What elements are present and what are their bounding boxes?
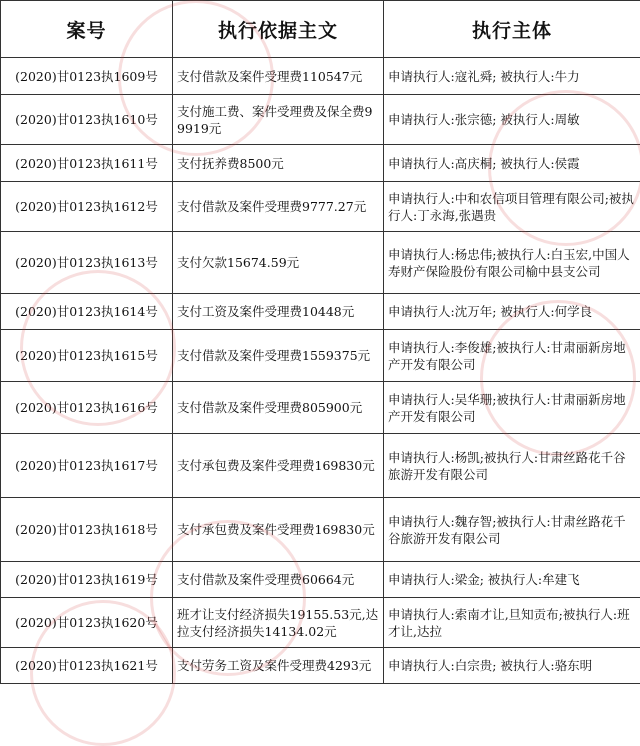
- basis-cell: 支付借款及案件受理费9777.27元: [173, 182, 384, 232]
- table-row: [1, 294, 640, 330]
- basis-cell: 支付抚养费8500元: [173, 145, 384, 182]
- party-cell: 申请执行人:魏存智;被执行人:甘肃丝路花千谷旅游开发有限公司: [384, 498, 640, 562]
- basis-cell: 支付欠款15674.59元: [173, 232, 384, 294]
- table-row: [1, 562, 640, 598]
- basis-cell: 支付承包费及案件受理费169830元: [173, 498, 384, 562]
- case-number-cell: (2020)甘0123执1611号: [1, 145, 173, 182]
- party-cell: 申请执行人:白宗贵; 被执行人:骆东明: [384, 648, 640, 684]
- party-cell: 申请执行人:杨忠伟;被执行人:白玉宏,中国人寿财产保险股份有限公司榆中县支公司: [384, 232, 640, 294]
- basis-cell: 支付工资及案件受理费10448元: [173, 294, 384, 330]
- table-row: [1, 434, 640, 498]
- case-number-cell: (2020)甘0123执1610号: [1, 95, 173, 145]
- case-number-cell: (2020)甘0123执1616号: [1, 382, 173, 434]
- header-parties: 执行主体: [384, 1, 640, 58]
- header-case-number: 案号: [1, 1, 173, 58]
- basis-cell: 支付借款及案件受理费1559375元: [173, 330, 384, 382]
- basis-cell: 支付承包费及案件受理费169830元: [173, 434, 384, 498]
- party-cell: 申请执行人:李俊雄;被执行人:甘肃丽新房地产开发有限公司: [384, 330, 640, 382]
- party-cell: 申请执行人:高庆桐; 被执行人:侯霞: [384, 145, 640, 182]
- table-row: [1, 182, 640, 232]
- basis-cell: 支付借款及案件受理费805900元: [173, 382, 384, 434]
- basis-cell: 支付劳务工资及案件受理费4293元: [173, 648, 384, 684]
- case-number-cell: (2020)甘0123执1620号: [1, 598, 173, 648]
- party-cell: 申请执行人:中和农信项目管理有限公司;被执行人:丁永海,张遇贵: [384, 182, 640, 232]
- basis-cell: 支付施工费、案件受理费及保全费99919元: [173, 95, 384, 145]
- table-row: [1, 598, 640, 648]
- case-number-cell: (2020)甘0123执1612号: [1, 182, 173, 232]
- table-row: [1, 145, 640, 182]
- case-number-cell: (2020)甘0123执1613号: [1, 232, 173, 294]
- party-cell: 申请执行人:索南才让,旦知贡布;被执行人:班才让,达拉: [384, 598, 640, 648]
- case-number-cell: (2020)甘0123执1617号: [1, 434, 173, 498]
- party-cell: 申请执行人:杨凯;被执行人:甘肃丝路花千谷旅游开发有限公司: [384, 434, 640, 498]
- party-cell: 申请执行人:寇礼舜; 被执行人:牛力: [384, 58, 640, 95]
- case-number-cell: (2020)甘0123执1609号: [1, 58, 173, 95]
- table-row: [1, 648, 640, 684]
- table-row: [1, 58, 640, 95]
- basis-cell: 支付借款及案件受理费60664元: [173, 562, 384, 598]
- basis-cell: 班才让支付经济损失19155.53元,达拉支付经济损失14134.02元: [173, 598, 384, 648]
- table-row: [1, 95, 640, 145]
- header-basis: 执行依据主文: [173, 1, 384, 58]
- table-row: [1, 232, 640, 294]
- basis-cell: 支付借款及案件受理费110547元: [173, 58, 384, 95]
- party-cell: 申请执行人:沈万年; 被执行人:何学良: [384, 294, 640, 330]
- table-row: [1, 498, 640, 562]
- case-number-cell: (2020)甘0123执1619号: [1, 562, 173, 598]
- case-number-cell: (2020)甘0123执1618号: [1, 498, 173, 562]
- table-row: [1, 382, 640, 434]
- party-cell: 申请执行人:张宗德; 被执行人:周敏: [384, 95, 640, 145]
- party-cell: 申请执行人:吴华珊;被执行人:甘肃丽新房地产开发有限公司: [384, 382, 640, 434]
- party-cell: 申请执行人:梁金; 被执行人:牟建飞: [384, 562, 640, 598]
- case-number-cell: (2020)甘0123执1615号: [1, 330, 173, 382]
- table-row: [1, 330, 640, 382]
- case-number-cell: (2020)甘0123执1621号: [1, 648, 173, 684]
- case-number-cell: (2020)甘0123执1614号: [1, 294, 173, 330]
- header-row: [1, 1, 640, 58]
